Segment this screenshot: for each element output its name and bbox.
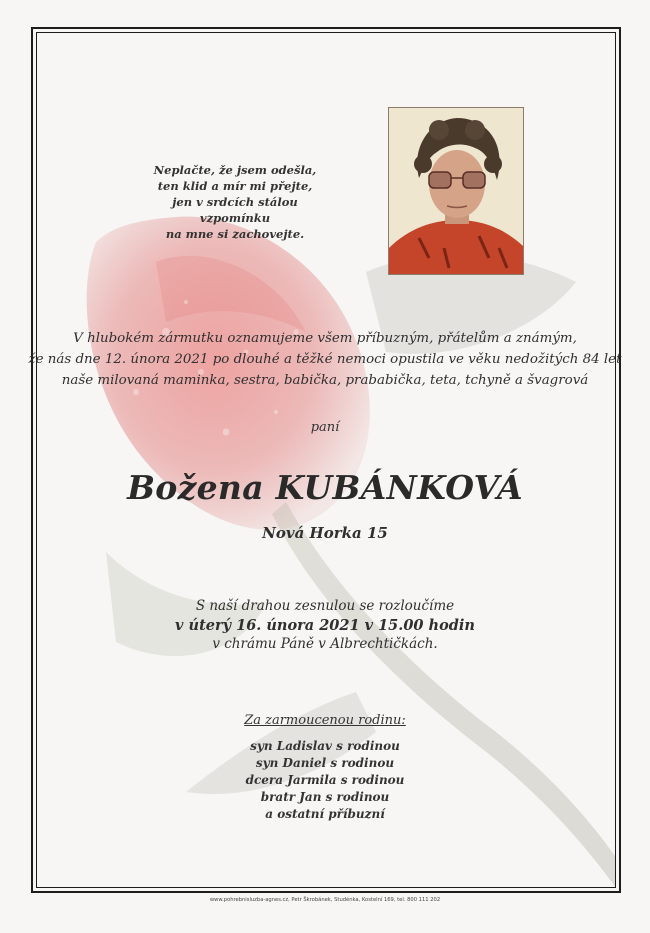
family-member: syn Daniel s rodinou xyxy=(255,756,395,770)
deceased-name: Božena KUBÁNKOVÁ xyxy=(127,468,523,507)
announcement xyxy=(0,328,650,391)
announcement-line: V hlubokém zármutku oznamujeme všem příbuzným, přátelům a známým, xyxy=(73,331,577,346)
poem xyxy=(140,162,330,242)
funeral-intro: S naší drahou zesnulou se rozloučíme xyxy=(195,598,455,614)
footer-contact: www.pohrebnisluzba-agnes.cz, Petr Škrobánek, Studénka, Kostelní 169, tel. 800 111 202 xyxy=(209,897,441,903)
family-member: a ostatní příbuzní xyxy=(265,807,385,821)
family-member: dcera Jarmila s rodinou xyxy=(245,773,405,787)
poem-line: jen v srdcích stálou vzpomínku xyxy=(172,195,298,225)
funeral-details xyxy=(0,597,650,654)
funeral-place: v chrámu Páně v Albrechtičkách. xyxy=(212,636,438,652)
family-list xyxy=(0,738,650,823)
salutation: paní xyxy=(310,420,340,435)
family-member: syn Ladislav s rodinou xyxy=(250,739,400,753)
poem-line: ten klid a mír mi přejte, xyxy=(157,179,313,193)
poem-line: na mne si zachovejte. xyxy=(165,227,305,241)
deceased-address: Nová Horka 15 xyxy=(262,524,388,542)
announcement-line: naše milovaná maminka, sestra, babička, prababička, teta, tchyně a švagrová xyxy=(61,373,589,388)
announcement-line: že nás dne 12. února 2021 po dlouhé a těžké nemoci opustila ve věku nedožitých 84 let xyxy=(28,352,622,367)
family-heading: Za zarmoucenou rodinu: xyxy=(244,713,406,728)
portrait-icon xyxy=(389,108,524,275)
poem-line: Neplačte, že jsem odešla, xyxy=(153,163,317,177)
funeral-datetime: v úterý 16. února 2021 v 15.00 hodin xyxy=(175,617,475,634)
family-member: bratr Jan s rodinou xyxy=(260,790,390,804)
portrait-photo xyxy=(388,107,524,275)
